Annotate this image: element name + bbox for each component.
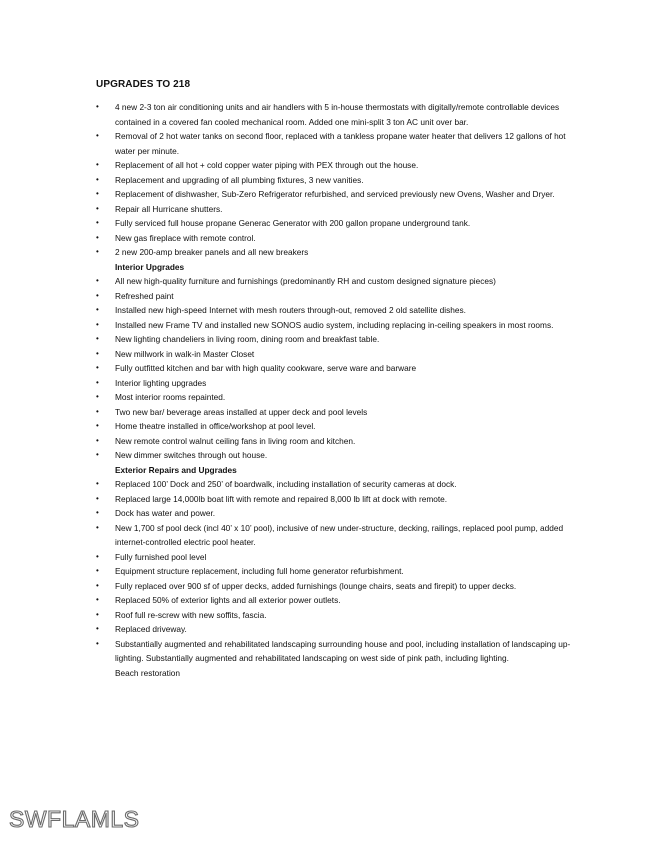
list-item — [96, 593, 586, 608]
list-item-text: Fully serviced full house propane Generac Generator with 200 gallon propane underground tank. — [115, 218, 471, 228]
bullet-icon: • — [96, 450, 99, 459]
list-item-text: 2 new 200-amp breaker panels and all new breakers — [115, 247, 309, 257]
bullet-icon: • — [96, 174, 99, 184]
bullet-icon: • — [96, 624, 99, 633]
list-item-text: Interior lighting upgrades — [115, 377, 207, 388]
list-item — [96, 274, 586, 289]
bullet-icon: • — [96, 522, 99, 532]
bullet-icon: • — [96, 305, 99, 314]
list-item — [96, 521, 586, 550]
list-item — [96, 550, 586, 565]
list-item-text: Home theatre installed in office/workshop at pool level. — [115, 421, 316, 431]
list-item — [96, 303, 586, 318]
list-item-text: Two new bar/ beverage areas installed at upper deck and pool levels — [115, 406, 368, 417]
list-item — [96, 361, 586, 376]
bullet-icon: • — [96, 232, 99, 242]
list-item — [96, 376, 586, 391]
bullet-icon: • — [96, 290, 99, 300]
bullet-icon: • — [96, 580, 99, 590]
list-item-text: New remote control walnut ceiling fans in living room and kitchen. — [115, 435, 356, 446]
list-item — [96, 231, 586, 246]
bullet-icon: • — [96, 218, 99, 227]
list-item-text: New gas fireplace with remote control. — [115, 232, 256, 243]
list-item — [96, 318, 586, 333]
list-item — [96, 448, 586, 463]
bullet-icon: • — [96, 334, 99, 343]
list-item-text: Equipment structure replacement, including full home generator refurbishment. — [115, 566, 404, 576]
list-item — [96, 405, 586, 420]
list-item-text: New 1,700 sf pool deck (incl 40’ x 10’ pool), inclusive of new under-structure, decking, railings, replaced pool pump, added internet-controlled electric pool heater. — [115, 522, 564, 547]
list-item — [96, 390, 586, 405]
list-item — [96, 245, 586, 260]
list-item — [96, 506, 586, 521]
list-item — [96, 579, 586, 594]
bullet-icon: • — [96, 479, 99, 488]
bullet-icon: • — [96, 319, 99, 329]
bullet-icon: • — [96, 566, 99, 575]
list-item — [96, 477, 586, 492]
bullet-icon: • — [96, 160, 99, 169]
upgrade-list — [96, 100, 586, 680]
bullet-icon: • — [96, 102, 99, 111]
list-item — [96, 216, 586, 231]
list-item-text: Substantially augmented and rehabilitated landscaping surrounding house and pool, including installation of landscaping up-lighting. Substantially augmented and rehabilitated landscaping on west side of pink path, including lighting. — [115, 638, 571, 663]
list-item-text: Replacement and upgrading of all plumbing fixtures, 3 new vanities. — [115, 174, 364, 185]
list-item — [96, 434, 586, 449]
list-item-text: Replaced 100’ Dock and 250’ of boardwalk, including installation of security cameras at dock. — [115, 479, 457, 489]
section-heading: Interior Upgrades — [115, 261, 185, 272]
list-item-text: 4 new 2-3 ton air conditioning units and air handlers with 5 in-house thermostats with digitally/remote controllable devices contained in a covered fan cooled mechanical room. Added one mini-split 3 ton AC unit over bar. — [115, 102, 560, 127]
list-item-text: Replacement of all hot + cold copper water piping with PEX through out the house. — [115, 160, 419, 170]
list-item — [96, 492, 586, 507]
list-item — [96, 564, 586, 579]
bullet-icon: • — [96, 392, 99, 401]
bullet-icon: • — [96, 508, 99, 517]
list-item — [96, 347, 586, 362]
list-item — [96, 622, 586, 637]
list-item-text: Replaced 50% of exterior lights and all exterior power outlets. — [115, 595, 341, 605]
list-item-text: Fully replaced over 900 sf of upper decks, added furnishings (lounge chairs, seats and firepit) to upper decks. — [115, 580, 517, 591]
list-item — [96, 173, 586, 188]
bullet-icon: • — [96, 348, 99, 358]
plain-line: Beach restoration — [115, 667, 181, 678]
bullet-icon: • — [96, 247, 99, 256]
list-item-text: Removal of 2 hot water tanks on second floor, replaced with a tankless propane water heater that delivers 12 gallons of hot water per minute. — [115, 131, 566, 156]
list-item — [96, 608, 586, 623]
list-item-text: Refreshed paint — [115, 290, 174, 301]
list-item-text: Repair all Hurricane shutters. — [115, 203, 223, 214]
list-item-text: All new high-quality furniture and furnishings (predominantly RH and custom designed signature pieces) — [115, 276, 496, 286]
list-item — [96, 637, 586, 666]
bullet-icon: • — [96, 638, 99, 648]
list-item — [96, 100, 586, 129]
list-item-text: Fully outfitted kitchen and bar with high quality cookware, serve ware and barware — [115, 363, 417, 373]
document-title: UPGRADES TO 218 — [96, 79, 191, 90]
list-item-text: Installed new high-speed Internet with mesh routers through-out, removed 2 old satellite dishes. — [115, 305, 466, 315]
bullet-icon: • — [96, 595, 99, 604]
bullet-icon: • — [96, 551, 99, 561]
bullet-icon: • — [96, 377, 99, 387]
list-item-text: New dimmer switches through out house. — [115, 450, 268, 460]
bullet-icon: • — [96, 203, 99, 213]
bullet-icon: • — [96, 493, 99, 503]
list-item-text: Replaced driveway. — [115, 624, 187, 634]
list-item — [96, 419, 586, 434]
list-item — [96, 202, 586, 217]
list-item-text: New millwork in walk-in Master Closet — [115, 348, 255, 359]
bullet-icon: • — [96, 131, 99, 140]
list-item-text: Replacement of dishwasher, Sub-Zero Refrigerator refurbished, and serviced previously new Ovens, Washer and Dryer. — [115, 189, 555, 199]
bullet-icon: • — [96, 406, 99, 416]
list-item — [96, 129, 586, 158]
list-item — [96, 187, 586, 202]
bullet-icon: • — [96, 435, 99, 445]
bullet-icon: • — [96, 189, 99, 198]
list-item-text: Roof full re-screw with new soffits, fascia. — [115, 609, 267, 620]
bullet-icon: • — [96, 421, 99, 430]
mls-watermark: SWFLAMLS — [9, 806, 140, 832]
list-item-text: Replaced large 14,000lb boat lift with remote and repaired 8,000 lb lift at dock with remote. — [115, 493, 448, 504]
list-item — [96, 289, 586, 304]
list-item-text: New lighting chandeliers in living room, dining room and breakfast table. — [115, 334, 380, 344]
list-item-text: Fully furnished pool level — [115, 551, 207, 562]
bullet-icon: • — [96, 609, 99, 619]
list-item — [96, 332, 586, 347]
bullet-icon: • — [96, 276, 99, 285]
list-item-text: Most interior rooms repainted. — [115, 392, 226, 402]
list-item — [96, 158, 586, 173]
section-heading: Exterior Repairs and Upgrades — [115, 464, 237, 475]
list-item-text: Installed new Frame TV and installed new SONOS audio system, including replacing in-ceiling speakers in most rooms. — [115, 319, 554, 330]
bullet-icon: • — [96, 363, 99, 372]
list-item-text: Dock has water and power. — [115, 508, 216, 518]
